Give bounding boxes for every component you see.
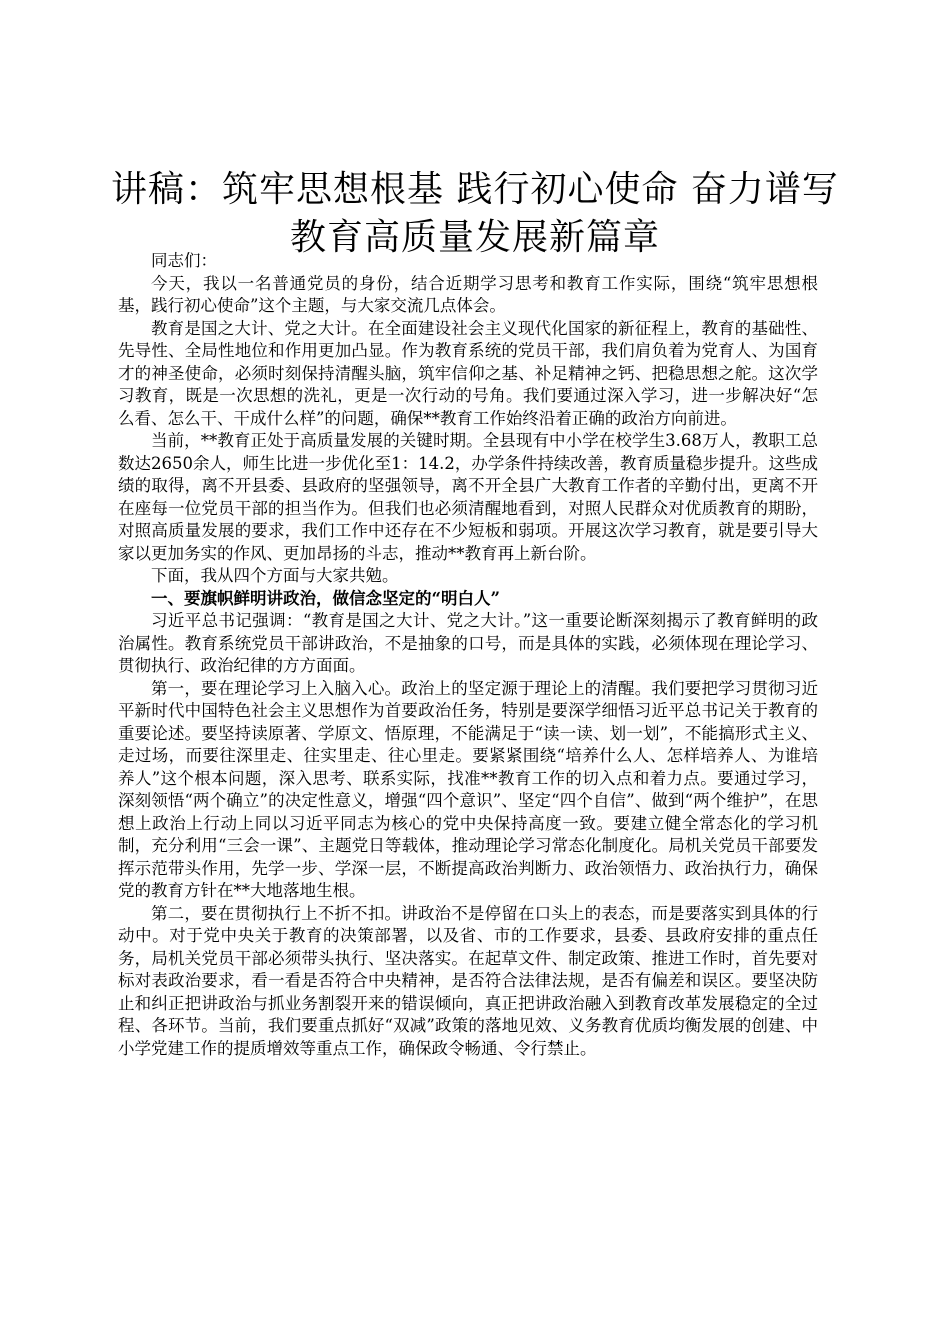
document-title	[110, 166, 840, 262]
paragraph-intro: 今天，我以一名普通党员的身份，结合近期学习思考和教育工作实际，围绕“筑牢思想根基，践行初心使命”这个主题，与大家交流几点体会。	[118, 273, 818, 315]
paragraph-transition: 下面，我从四个方面与大家共勉。	[151, 566, 399, 585]
paragraph-section1-intro: 习近平总书记强调：“教育是国之大计、党之大计。”这一重要论断深刻揭示了教育鲜明的政治属性。教育系统党员干部讲政治，不是抽象的口号，而是具体的实践，必须体现在理论学习、贯彻执行、政治纪律的方方面面。	[118, 611, 818, 675]
paragraph-education-importance: 教育是国之大计、党之大计。在全面建设社会主义现代化国家的新征程上，教育的基础性、先导性、全局性地位和作用更加凸显。作为教育系统的党员干部，我们肩负着为党育人、为国育才的神圣使命，必须时刻保持清醒头脑，筑牢信仰之基、补足精神之钙、把稳思想之舵。这次学习教育，既是一次思想的洗礼，更是一次行动的号角。我们要通过深入学习，进一步解决好“怎么看、怎么干、干成什么样”的问题，确保**教育工作始终沿着正确的政治方向前进。	[118, 318, 818, 428]
title-line-1: 讲稿：筑牢思想根基 践行初心使命 奋力谱写	[111, 169, 839, 210]
paragraph-section1-first: 第一，要在理论学习上入脑入心。政治上的坚定源于理论上的清醒。我们要把学习贯彻习近平新时代中国特色社会主义思想作为首要政治任务，特别是要深学细悟习近平总书记关于教育的重要论述。要坚持读原著、学原文、悟原理，不能满足于“读一读、划一划”，不能搞形式主义、走过场，而要往深里走、往实里走、往心里走。要紧紧围绕“培养什么人、怎样培养人、为谁培养人”这个根本问题，深入思考、联系实际，找准**教育工作的切入点和着力点。要通过学习，深刻领悟“两个确立”的决定性意义，增强“四个意识”、坚定“四个自信”、做到“两个维护”，在思想上政治上行动上同以习近平同志为核心的党中央保持高度一致。要建立健全常态化的学习机制，充分利用“三会一课”、主题党日等载体，推动理论学习常态化制度化。局机关党员干部要发挥示范带头作用，先学一步、学深一层，不断提高政治判断力、政治领悟力、政治执行力，确保党的教育方针在**大地落地生根。	[118, 678, 818, 900]
title-line-2: 教育高质量发展新篇章	[289, 217, 660, 258]
salutation: 同志们：	[151, 251, 217, 270]
paragraph-current-status: 当前，**教育正处于高质量发展的关键时期。全县现有中小学在校学生3.68万人，教职工总数达2650余人，师生比进一步优化至1：14.2，办学条件持续改善，教育质量稳步提升。这些成绩的取得，离不开县委、县政府的坚强领导，离不开全县广大教育工作者的辛勤付出，更离不开在座每一位党员干部的担当作为。但我们也必须清醒地看到，对照人民群众对优质教育的期盼，对照高质量发展的要求，我们工作中还存在不少短板和弱项。开展这次学习教育，就是要引导大家以更加务实的作风、更加昂扬的斗志，推动**教育再上新台阶。	[118, 431, 818, 563]
section-heading-1: 一、要旗帜鲜明讲政治，做信念坚定的“明白人”	[151, 588, 500, 608]
document-body	[118, 250, 818, 1060]
paragraph-section1-second: 第二，要在贯彻执行上不折不扣。讲政治不是停留在口头上的表态，而是要落实到具体的行动中。对于党中央关于教育的决策部署，以及省、市的工作要求，县委、县政府安排的重点任务，局机关党员干部必须带头执行、坚决落实。在起草文件、制定政策、推进工作时，首先要对标对表政治要求，看一看是否符合中央精神，是否符合法律法规，是否有偏差和误区。要坚决防止和纠正把讲政治与抓业务割裂开来的错误倾向，真正把讲政治融入到教育改革发展稳定的全过程、各环节。当前，我们要重点抓好“双减”政策的落地见效、义务教育优质均衡发展的创建、中小学党建工作的提质增效等重点工作，确保政令畅通、令行禁止。	[118, 903, 818, 1058]
